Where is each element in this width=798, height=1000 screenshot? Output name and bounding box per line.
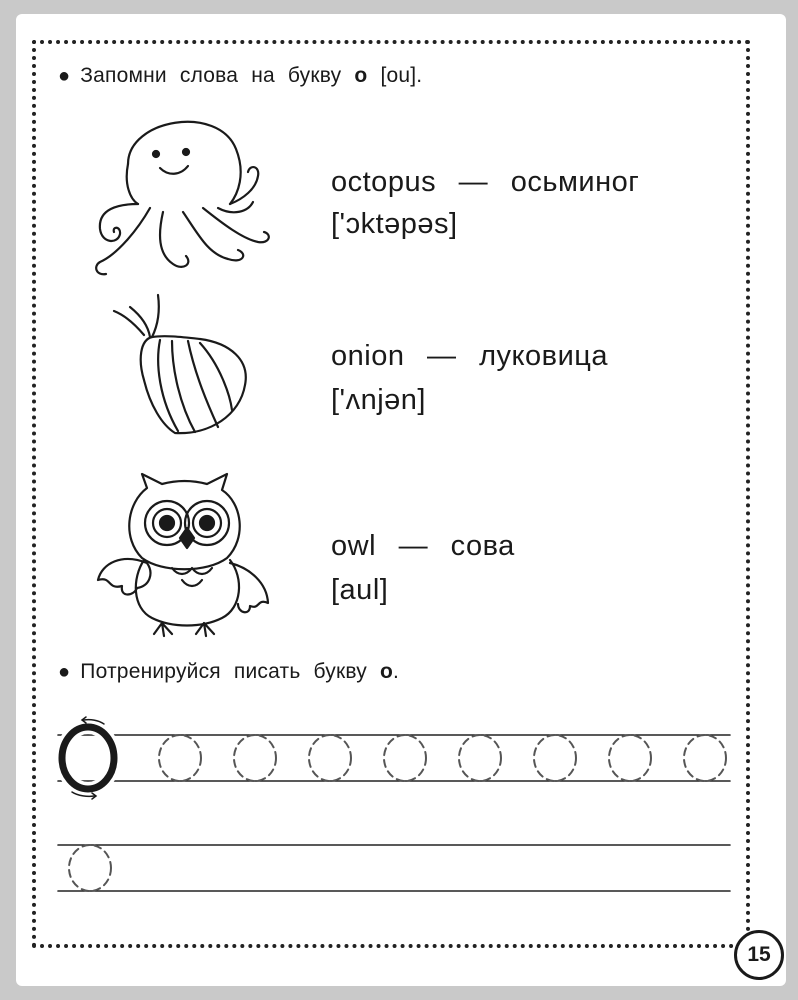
russian-word: сова bbox=[450, 530, 515, 562]
transcription-owl: [aul] bbox=[331, 574, 389, 606]
instruction-text: Потренируйся писать букву bbox=[80, 660, 367, 683]
english-word: octopus bbox=[331, 166, 437, 198]
sample-letter-o bbox=[62, 717, 114, 799]
traceable-letter[interactable] bbox=[534, 735, 576, 781]
traceable-letter[interactable] bbox=[309, 735, 351, 781]
bullet-icon: ● bbox=[58, 65, 71, 87]
dash: — bbox=[458, 166, 489, 198]
english-word: owl bbox=[331, 530, 377, 562]
dash: — bbox=[398, 530, 429, 562]
traceable-letter[interactable] bbox=[459, 735, 501, 781]
english-word: onion bbox=[331, 340, 405, 372]
transcription-octopus: ['ɔktəpəs] bbox=[331, 208, 458, 240]
traceable-letter[interactable] bbox=[69, 845, 111, 891]
russian-word: луковица bbox=[479, 340, 609, 372]
instruction-letter: o bbox=[354, 64, 368, 87]
traceable-letter[interactable] bbox=[609, 735, 651, 781]
traceable-letters-row-1 bbox=[159, 735, 726, 781]
page-number: 15 bbox=[734, 930, 784, 980]
traceable-letters-row-2 bbox=[69, 845, 111, 891]
instruction-sound: [ou]. bbox=[380, 64, 423, 87]
dash: — bbox=[427, 340, 457, 372]
traceable-letter[interactable] bbox=[159, 735, 201, 781]
instruction-letter: o bbox=[380, 660, 394, 683]
traceable-letter[interactable] bbox=[234, 735, 276, 781]
instruction-text: Запомни слова на букву bbox=[80, 64, 342, 87]
instruction-end: . bbox=[393, 660, 400, 683]
transcription-onion: ['ʌnjən] bbox=[331, 384, 426, 416]
traceable-letter[interactable] bbox=[384, 735, 426, 781]
bullet-icon: ● bbox=[58, 661, 71, 683]
traceable-letter[interactable] bbox=[684, 735, 726, 781]
russian-word: осьминог bbox=[510, 166, 640, 198]
